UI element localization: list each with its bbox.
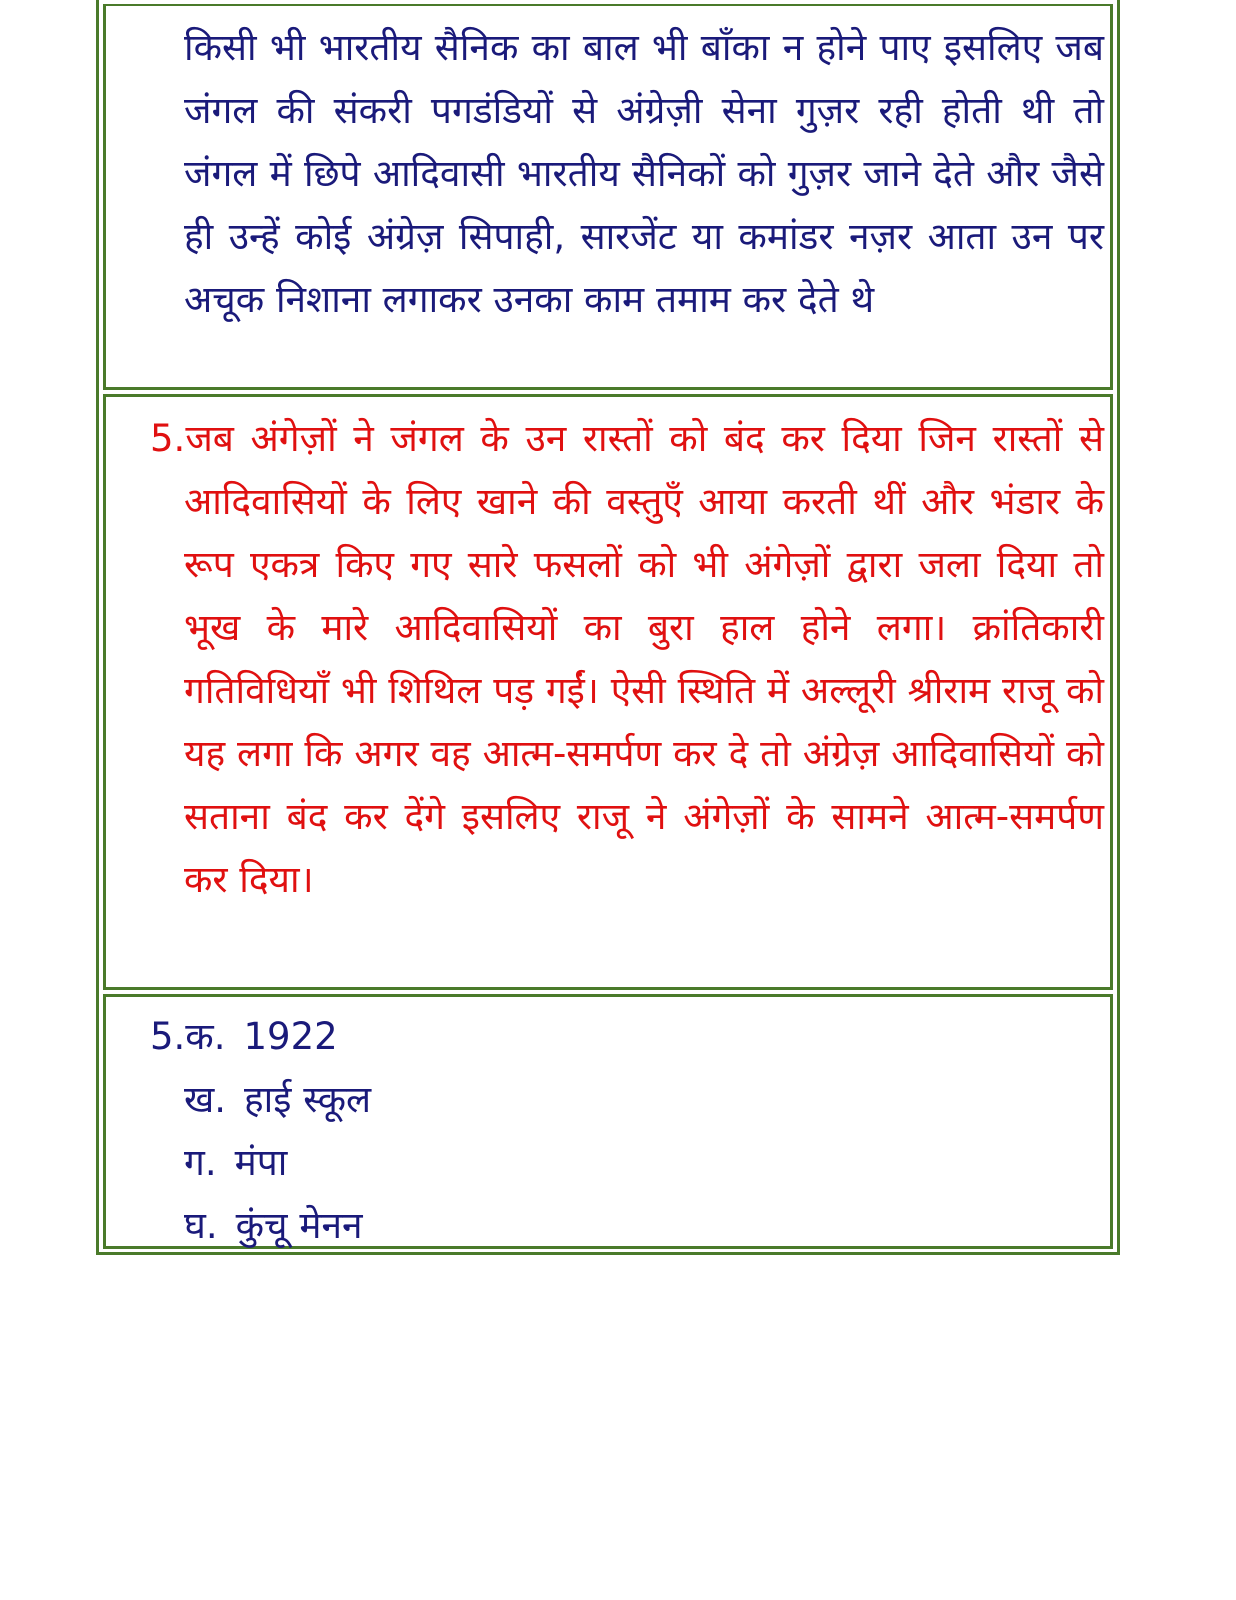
question-number: 5.: [150, 417, 186, 460]
answer-value: मंपा: [234, 1141, 288, 1184]
answer-label: ख.: [184, 1078, 227, 1121]
answer-value: 1922: [243, 1015, 338, 1058]
answer-label: 5.क.: [150, 1015, 226, 1058]
short-answers-list: [150, 1005, 371, 1257]
answer-value: हाई स्कूल: [244, 1078, 372, 1121]
short-answer-ga: [150, 1131, 371, 1194]
answer-cell-1: [103, 4, 1113, 390]
answer-cell-2: [103, 394, 1113, 990]
answer-cell-3: [103, 994, 1113, 1249]
answer-paragraph-blue: किसी भी भारतीय सैनिक का बाल भी बाँका न होने पाए इसलिए जब जंगल की संकरी पगडंडियों से अंग्रेज़ी सेना गुज़र रही होती थी तो जंगल में छिपे आदिवासी भारतीय सैनिकों को गुज़र जाने देते और जैसे ही उन्हें कोई अंग्रेज़ सिपाही, सारजेंट या कमांडर नज़र आता उन पर अचूक निशाना लगाकर उनका काम तमाम कर देते थे: [184, 26, 1104, 321]
short-answer-kha: [150, 1068, 371, 1131]
answer-label: घ.: [184, 1204, 218, 1247]
answer-value: कुंचू मेनन: [235, 1204, 363, 1247]
answer-table: [96, 0, 1120, 1255]
short-answer-ka: [150, 1005, 371, 1068]
short-answer-gha: [150, 1194, 371, 1257]
answer-text-red: जब अंगेज़ों ने जंगल के उन रास्तों को बंद कर दिया जिन रास्तों से आदिवासियों के लिए खाने की वस्तुएँ आया करती थीं और भंडार के रूप एकत्र किए गए सारे फसलों को भी अंगेज़ों द्वारा जला दिया तो भूख के मारे आदिवासियों का बुरा हाल होने लगा। क्रांतिकारी गतिविधियाँ भी शिथिल पड़ गईं। ऐसी स्थिति में अल्लूरी श्रीराम राजू को यह लगा कि अगर वह आत्म-समर्पण कर दे तो अंग्रेज़ आदिवासियों को सताना बंद कर देंगे इसलिए राजू ने अंगेज़ों के सामने आत्म-समर्पण कर दिया।: [184, 417, 1104, 901]
answer-label: ग.: [184, 1141, 217, 1184]
answer-paragraph-red: [150, 407, 1104, 911]
